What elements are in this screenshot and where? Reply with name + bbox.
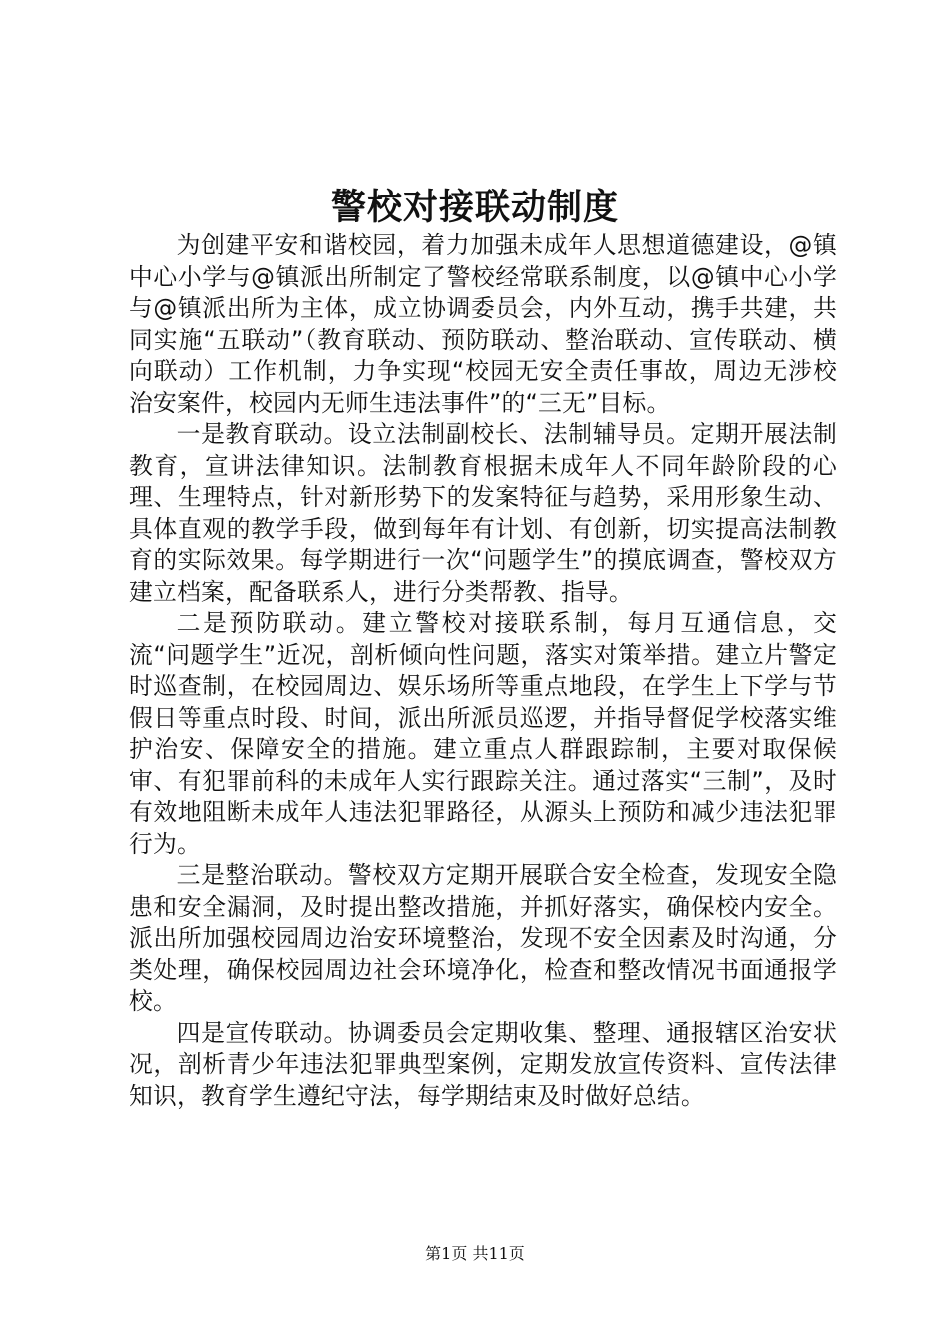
paragraph-education: 一是教育联动。设立法制副校长、法制辅导员。定期开展法制教育，宣讲法律知识。法制教育根据未成年人不同年龄阶段的心理、生理特点，针对新形势下的发案特征与趋势，采用形象生动、具体直观的教学手段，做到每年有计划、有创新，切实提高法制教育的实际效果。每学期进行一次“问题学生”的摸底调查，警校双方建立档案，配备联系人，进行分类帮教、指导。 — [129, 420, 837, 606]
page-footer: 第1页 共11页 — [425, 1244, 525, 1263]
document-title: 警校对接联动制度 — [330, 187, 619, 228]
paragraph-prevention: 二是预防联动。建立警校对接联系制，每月互通信息，交流“问题学生”近况，剖析倾向性问题，落实对策举措。建立片警定时巡查制，在校园周边、娱乐场所等重点地段，在学生上下学与节假日等重点时段、时间，派出所派员巡逻，并指导督促学校落实维护治安、保障安全的措施。建立重点人群跟踪制，主要对取保候审、有犯罪前科的未成年人实行跟踪关注。通过落实“三制”，及时有效地阻断未成年人违法犯罪路径，从源头上预防和减少违法犯罪行为。 — [129, 609, 837, 858]
document-body — [129, 230, 837, 1112]
paragraph-intro: 为创建平安和谐校园，着力加强未成年人思想道德建设，@镇中心小学与@镇派出所制定了警校经常联系制度，以@镇中心小学与@镇派出所为主体，成立协调委员会，内外互动，携手共建，共同实施“五联动”（教育联动、预防联动、整治联动、宣传联动、横向联动）工作机制，力争实现“校园无安全责任事故，周边无涉校治安案件，校园内无师生违法事件”的“三无”目标。 — [129, 231, 837, 417]
paragraph-publicity: 四是宣传联动。协调委员会定期收集、整理、通报辖区治安状况，剖析青少年违法犯罪典型案例，定期发放宣传资料、宣传法律知识，教育学生遵纪守法，每学期结束及时做好总结。 — [129, 1018, 837, 1110]
paragraph-rectification: 三是整治联动。警校双方定期开展联合安全检查，发现安全隐患和安全漏洞，及时提出整改措施，并抓好落实，确保校内安全。派出所加强校园周边治安环境整治，发现不安全因素及时沟通，分类处理，确保校园周边社会环境净化，检查和整改情况书面通报学校。 — [129, 861, 837, 1015]
